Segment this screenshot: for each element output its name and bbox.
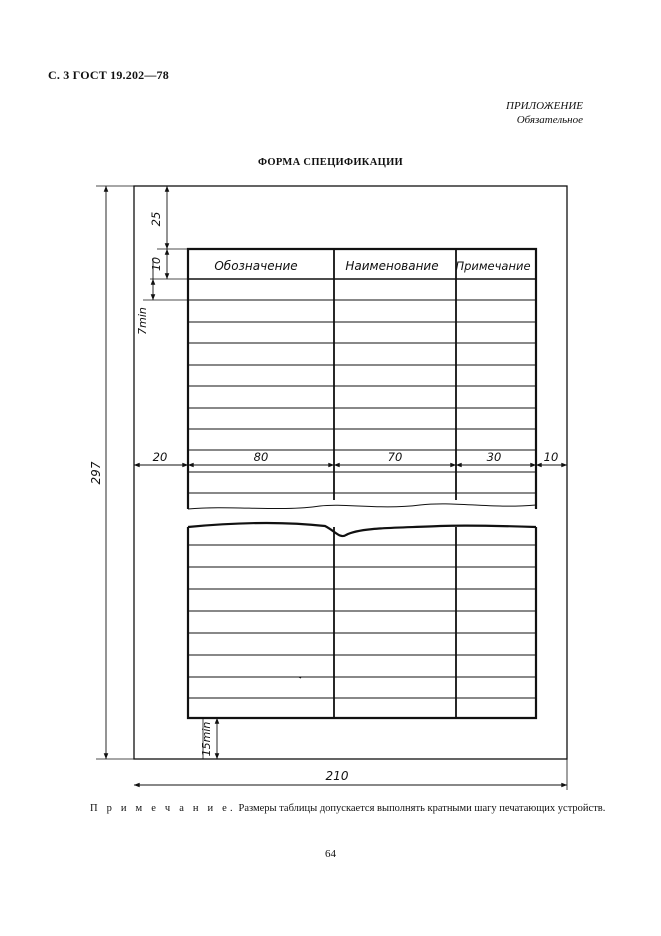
column-header-note: Примечание xyxy=(455,259,531,273)
spec-table-lower xyxy=(188,523,536,718)
dim-right-margin: 10 xyxy=(543,450,559,464)
form-title: ФОРМА СПЕЦИФИКАЦИИ xyxy=(257,157,404,168)
dim-col3-width: 30 xyxy=(486,450,502,464)
column-header-designation: Обозначение xyxy=(214,259,298,273)
dim-left-margin: 20 xyxy=(152,450,168,464)
footnote-text: Размеры таблицы допускается выполнять кратными шагу печатающих устройств. xyxy=(238,803,606,814)
dim-col1-width: 80 xyxy=(253,450,269,464)
page-number: 64 xyxy=(325,848,336,860)
dim-sheet-height: 297 xyxy=(89,461,103,485)
table-row-lines-lower xyxy=(188,545,536,698)
dim-bottom-margin: 15min xyxy=(200,721,213,757)
dim-sheet-width: 210 xyxy=(325,769,349,783)
dim-col2-width: 70 xyxy=(387,450,403,464)
dim-top-margin: 25 xyxy=(149,211,163,227)
footnote-label: П р и м е ч а н и е. xyxy=(90,803,236,814)
dim-row-height: 7min xyxy=(136,307,149,335)
appendix-label: ПРИЛОЖЕНИЕ xyxy=(506,100,583,112)
table-row-lines-upper xyxy=(188,300,536,493)
appendix-status: Обязательное xyxy=(516,114,583,126)
footnote xyxy=(90,803,605,814)
dimension-lines xyxy=(106,186,567,785)
page-header: С. 3 ГОСТ 19.202—78 xyxy=(48,68,169,82)
spec-table-upper xyxy=(188,249,536,509)
column-header-name: Наименование xyxy=(345,259,439,273)
dim-header-height: 10 xyxy=(150,257,163,271)
